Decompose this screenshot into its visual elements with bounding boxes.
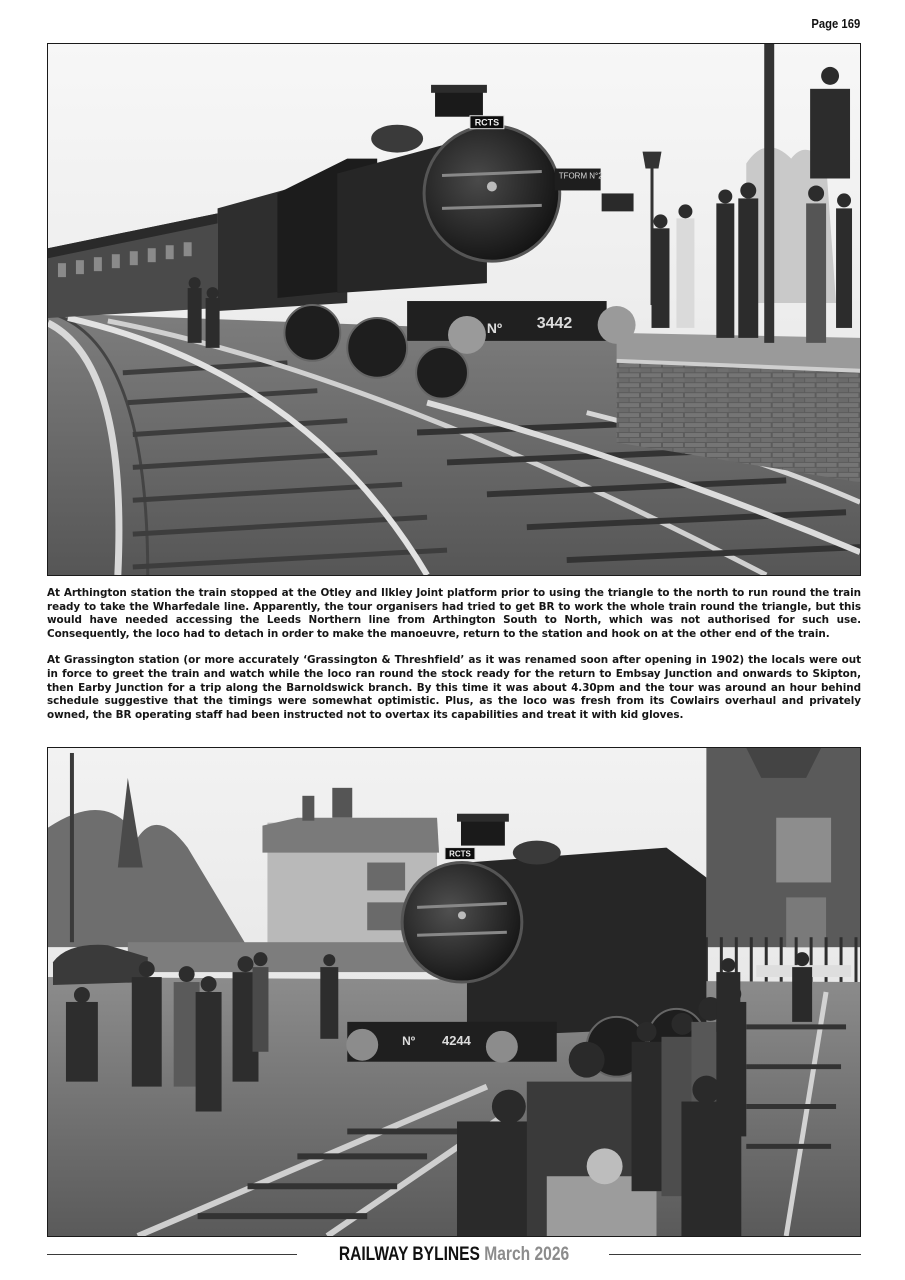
caption-arthington: At Arthington station the train stopped at the Otley and Ilkley Joint platform prior to using the triangle to the north to run round the train ready to take the Wharfedale line. Apparently, the tour organisers had tried to get BR to work the whole train round the triangle, but this would have needed accessing the Leeds Northern line from Arthington South to North, which was not authorised for such use. Consequently, the loco had to detach in order to make the manoeuvre, return to the station and hook on at the other end of the train. [47,587,861,640]
caption-grassington: At Grassington station (or more accurately ‘Grassington & Threshfield’ as it was renamed soon after opening in 1902) the locals were out in force to greet the train and watch while the loco ran round the stock ready for the return to Embsay Junction and onwards to Skipton, then Earby Junction for a trip along the Barnoldswick branch. By this time it was about 4.30pm and the tour was around an hour behind schedule suggestive that the timings were somewhat optimistic. Plus, as the loco was fresh from its Cowlairs overhaul and privately owned, the BR operating staff had been instructed not to overtax its capabilities and treat it with kid gloves. [47,654,861,721]
page-number: Page 169 [811,17,860,31]
loco-plate-text: Nº [486,319,503,336]
captions-block [47,587,861,722]
photo-grassington-station [47,747,861,1237]
footer-magazine-name: RAILWAY BYLINES [338,1244,480,1265]
footer-masthead [120,1244,787,1266]
footer-issue-date: March 2026 [484,1244,570,1265]
headboard-text-bottom: RCTS [449,849,471,859]
headboard-text: RCTS [474,117,500,128]
loco-number-text: 3442 [536,314,573,332]
platform-sign-text: TFORM N°2 [558,171,603,181]
page-footer [47,1244,861,1266]
photo-arthington-station [47,43,861,576]
loco-number-text-bottom: 4244 [442,1032,471,1048]
photo-grassington-image [48,748,860,1236]
loco-plate-text-bottom: Nº [402,1033,416,1048]
photo-arthington-image [48,44,860,575]
